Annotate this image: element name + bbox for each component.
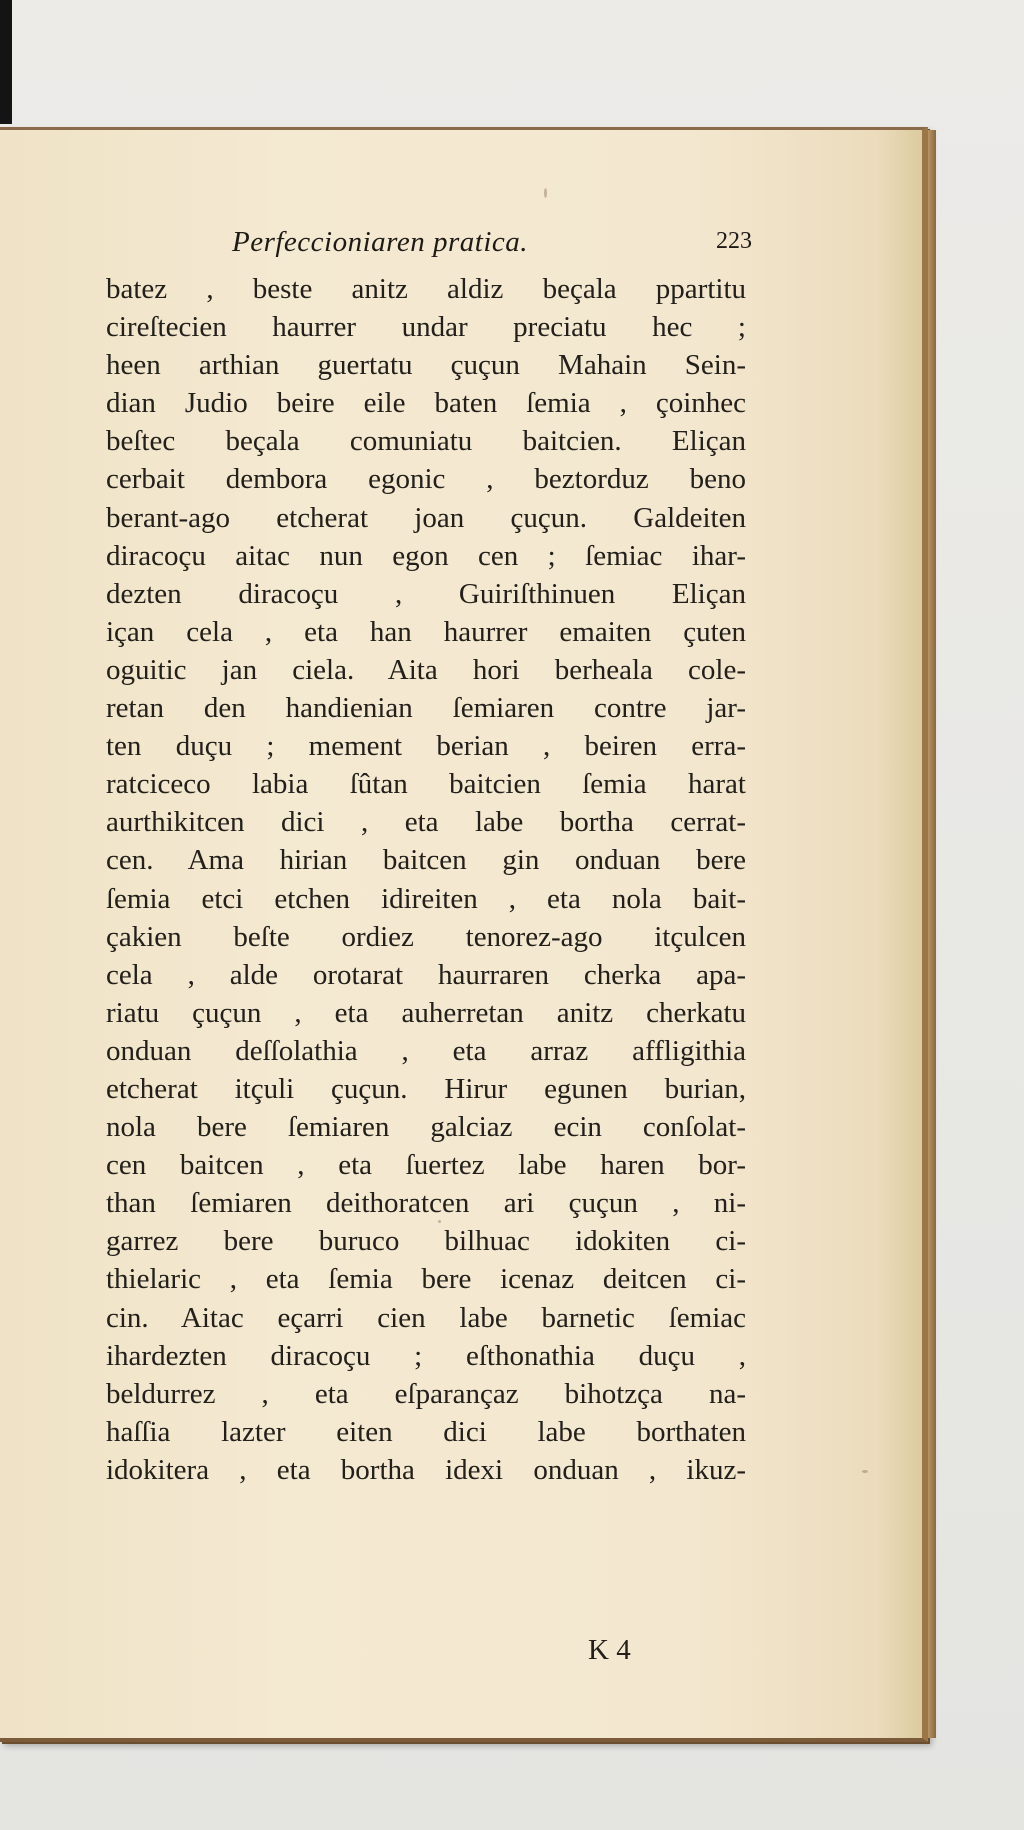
text-line: batez , beste anitz aldiz beçala ppartitu [106,273,746,305]
text-line: cen. Ama hirian baitcen gin onduan bere [106,844,746,877]
text-line: thielaric , eta ſemia bere icenaz deitcen ci- [106,1263,746,1296]
text-line: cerbait dembora egonic , beztorduz beno [106,463,746,496]
paper-speck [544,188,547,198]
text-line: riatu çuçun , eta auherretan anitz cherkatu [106,996,746,1029]
text-line: diracoçu aitac nun egon cen ; ſemiac ihar- [106,539,746,572]
page-number: 223 [716,228,752,254]
text-line: cireſtecien haurrer undar preciatu hec ; [106,311,746,344]
body-text [106,270,746,1489]
text-line: dezten diracoçu , Guiriſthinuen Eliçan [106,577,746,610]
text-line: heen arthian guertatu çuçun Mahain Sein- [106,349,746,382]
text-line: cela , alde orotarat haurraren cherka apa- [106,958,746,991]
text-line: ten duçu ; mement berian , beiren erra- [106,730,746,763]
text-line: oguitic jan ciela. Aita hori berheala cole- [106,653,746,686]
text-line: cen baitcen , eta ſuertez labe haren bor- [106,1149,746,1182]
text-line: nola bere ſemiaren galciaz ecin conſolat- [106,1111,746,1144]
text-line: içan cela , eta han haurrer emaiten çuten [106,615,746,648]
text-line: dian Judio beire eile baten ſemia , çoinhec [106,387,746,420]
text-line: idokitera , eta bortha idexi onduan , ikuz- [106,1453,746,1486]
text-line: ihardezten diracoçu ; eſthonathia duçu , [106,1339,746,1372]
text-line: haſſia lazter eiten dici labe borthaten [106,1415,746,1448]
page-header [232,226,752,270]
text-line: beldurrez , eta eſparançaz bihotzça na- [106,1377,746,1410]
text-line: garrez bere buruco bilhuac idokiten ci- [106,1225,746,1258]
text-line: berant-ago etcherat joan çuçun. Galdeiten [106,501,746,534]
scan-border-strip [0,0,12,124]
paper-speck [438,1220,441,1223]
text-line: etcherat itçuli çuçun. Hirur egunen burian, [106,1072,746,1105]
book-page [0,127,928,1742]
catchword: K 4 [588,1634,631,1666]
text-line: ſemia etci etchen idireiten , eta nola bait- [106,882,746,915]
paper-speck [862,1470,868,1473]
text-line: retan den handienian ſemiaren contre jar- [106,692,746,725]
page-edge [928,130,936,1738]
text-line: çakien beſte ordiez tenorez-ago itçulcen [106,920,746,953]
text-line: onduan deſſolathia , eta arraz affligithia [106,1034,746,1067]
text-line: aurthikitcen dici , eta labe bortha cerrat- [106,806,746,839]
text-line: than ſemiaren deithoratcen ari çuçun , ni- [106,1187,746,1220]
text-line: ratciceco labia ſûtan baitcien ſemia harat [106,768,746,801]
running-title: Perfeccioniaren pratica. [232,226,529,258]
text-line: cin. Aitac eçarri cien labe barnetic ſemiac [106,1301,746,1334]
text-line: beſtec beçala comuniatu baitcien. Eliçan [106,425,746,458]
